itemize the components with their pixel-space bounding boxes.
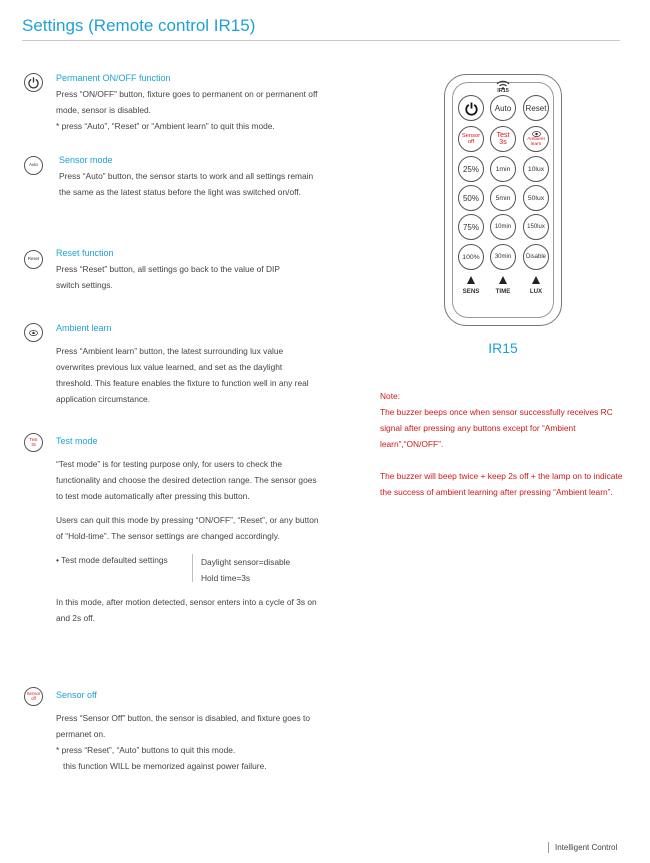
remote-lux-50-button[interactable]: 50lux [523,185,549,211]
icon-label: off [31,695,36,701]
section-heading: Ambient learn [56,323,112,333]
paragraph: * press “Auto”, “Reset” or “Ambient learn” to quit this mode. [56,121,275,131]
section-body [56,261,301,293]
icon-label: Sensor [26,690,41,696]
remote-power-button[interactable] [458,95,484,121]
page-title: Settings (Remote control IR15) [22,16,256,35]
power-icon [464,101,479,116]
sens-column-label: SENS [462,288,480,295]
section-heading: Test mode [56,436,98,446]
note-paragraph: The buzzer beeps once when sensor successfully receives RC signal after pressing any buttons except for “Ambient learn”,“ON/OFF”. [380,407,613,449]
defaults-label: • Test mode defaulted settings [56,555,168,565]
reset-button-icon [24,250,43,269]
icon-label: Reset [27,256,40,262]
icon-label: Test [29,436,38,442]
remote-time-10min-button[interactable]: 10min [490,214,516,240]
remote-reset-button[interactable]: Reset [523,95,549,121]
paragraph: Users can quit this mode by pressing “ON/OFF”, “Reset”, or any button of “Hold-time”. The sensor settings are changed accordingly. [56,515,319,541]
test-defaults [56,552,324,586]
default-value: Daylight sensor=disable [201,557,291,567]
remote-sens-50-button[interactable]: 50% [458,185,484,211]
lux-column-label: LUX [529,288,543,295]
button-label: learn [530,142,542,147]
remote-lux-disable-button[interactable]: Disable [523,244,549,270]
remote-sens-25-button[interactable]: 25% [458,156,484,182]
auto-button-icon [24,156,43,175]
icon-label: 3s [31,441,36,447]
remote-sens-75-button[interactable]: 75% [458,214,484,240]
eye-icon [24,323,43,342]
paragraph: In this mode, after motion detected, sensor enters into a cycle of 3s on and 2s off. [56,597,317,623]
paragraph: this function WILL be memorized against power failure. [63,761,267,771]
note-block [380,388,625,500]
test-button-icon [24,433,43,452]
power-icon [24,73,43,92]
button-label: off [467,139,475,145]
section-body [56,86,326,134]
paragraph: “Test mode” is for testing purpose only, for users to check the functionality and choose the desired detection range. The sensor goes to test mode automatically after pressing this button. [56,459,317,501]
section-heading: Sensor mode [59,155,113,165]
remote-time-30min-button[interactable]: 30min [490,244,516,270]
button-label: Sensor [461,133,481,139]
button-label: Ambient [527,137,545,142]
default-value: Hold time=3s [201,573,251,583]
remote-test-button[interactable] [490,126,516,152]
section-body [56,456,324,626]
paragraph: Press “Sensor Off” button, the sensor is disabled, and fixture goes to permanet on. [56,713,311,739]
up-arrow-icon [532,276,540,284]
icon-label: Auto [29,162,38,168]
remote-ambient-learn-button[interactable] [523,126,549,152]
remote-auto-button[interactable]: Auto [490,95,516,121]
paragraph: Press “Ambient learn” button, the latest surrounding lux value overwrites previous lux value learned, and set as the daylight threshold. This feature enables the fixture to function well in any real application circumstance. [56,346,309,404]
section-body [56,710,326,774]
paragraph: Press “ON/OFF” button, fixture goes to permanent on or permanent off mode, sensor is disabled. [56,89,318,115]
note-title: Note: [380,391,401,401]
note-paragraph: The buzzer will beep twice + keep 2s off + the lamp on to indicate the success of ambient learning after pressing “Ambient learn”. [380,471,623,497]
up-arrow-icon [467,276,475,284]
wifi-signal-icon [496,77,510,87]
section-body [56,343,318,407]
remote-time-1min-button[interactable]: 1min [490,156,516,182]
button-label: 3s [499,139,507,146]
sensor-off-button-icon [24,687,43,706]
section-heading: Sensor off [56,690,97,700]
title-divider [22,40,620,41]
paragraph: Press “Auto” button, the sensor starts to work and all settings remain the same as the latest status before the light was switched on/off. [59,171,314,197]
section-body [59,168,321,200]
paragraph: Press “Reset” button, all settings go back to the value of DIP switch settings. [56,264,280,290]
footer-label: Intelligent Control [548,842,617,853]
section-heading: Permanent ON/OFF function [56,73,171,83]
time-column-label: TIME [495,288,511,295]
button-label: Test [496,132,510,139]
remote-lux-150-button[interactable]: 150lux [523,214,549,240]
remote-caption: IR15 [488,340,518,356]
paragraph: * press “Reset”, “Auto” buttons to quit this mode. [56,745,236,755]
section-heading: Reset function [56,248,114,258]
up-arrow-icon [499,276,507,284]
remote-model-label: IR15 [497,88,509,94]
remote-sensor-off-button[interactable] [458,126,484,152]
divider [192,554,193,582]
remote-time-5min-button[interactable]: 5min [490,185,516,211]
remote-lux-10-button[interactable]: 10lux [523,156,549,182]
remote-sens-100-button[interactable]: 100% [458,244,484,270]
